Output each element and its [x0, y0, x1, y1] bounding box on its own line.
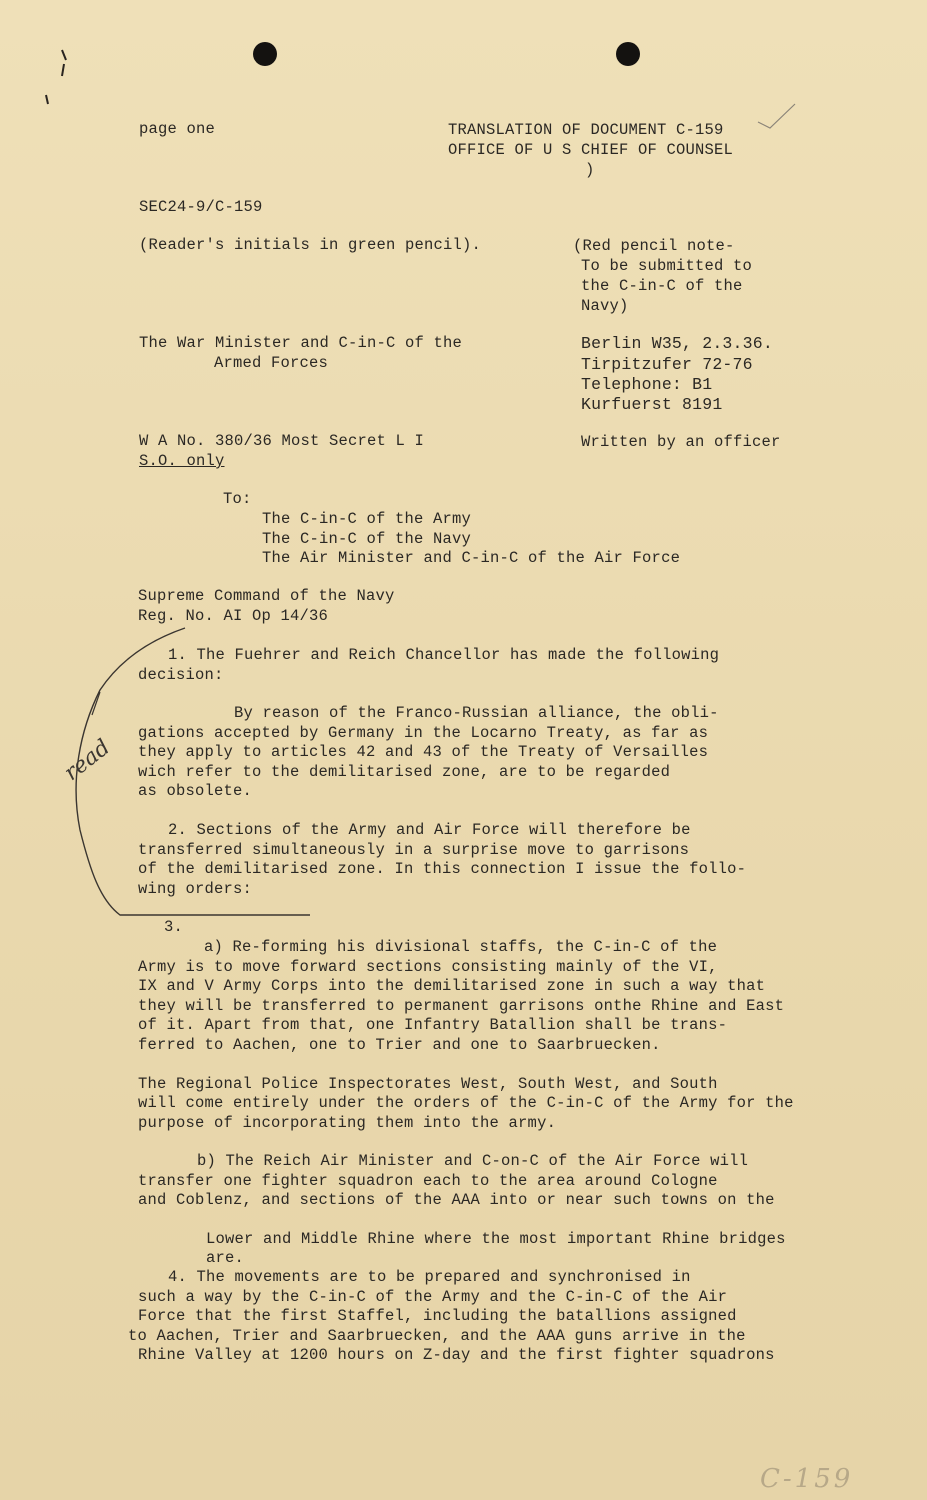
police-line2: will come entirely under the orders of the C-in-C of the Army for the	[138, 1094, 794, 1112]
recipient-1: The C-in-C of the Army	[262, 510, 472, 528]
registration-line2: Reg. No. AI Op 14/36	[138, 607, 329, 625]
margin-note: read	[59, 735, 116, 786]
address-line1: Berlin W35, 2.3.36.	[581, 334, 773, 353]
para4-line1: 4. The movements are to be prepared and synchronised in	[168, 1268, 691, 1286]
registration-line1: Supreme Command of the Navy	[138, 587, 395, 605]
red-pencil-note-2: To be submitted to	[581, 257, 753, 275]
address-line3: Telephone: B1	[581, 375, 713, 394]
doc-title-line2: OFFICE OF U S CHIEF OF COUNSEL	[448, 141, 734, 159]
para3-number: 3.	[164, 918, 184, 936]
decision-line1: By reason of the Franco-Russian alliance, the obli-	[234, 704, 719, 722]
red-pencil-note-3: the C-in-C of the	[581, 277, 743, 295]
para3b-cont-line1: Lower and Middle Rhine where the most important Rhine bridges	[206, 1230, 786, 1248]
para3b-line2: transfer one fighter squadron each to the area around Cologne	[138, 1172, 718, 1190]
para4-line5: Rhine Valley at 1200 hours on Z-day and the first fighter squadrons	[138, 1346, 775, 1364]
decision-line3: they apply to articles 42 and 43 of the Treaty of Versailles	[138, 743, 709, 761]
para3a-line2: Army is to move forward sections consisting mainly of the VI,	[138, 958, 718, 976]
para3b-line1: b) The Reich Air Minister and C-on-C of the Air Force will	[197, 1152, 749, 1170]
footer-mark: C-159	[760, 1464, 854, 1494]
para3a-line3: IX and V Army Corps into the demilitarised zone in such a way that	[138, 977, 766, 995]
address-line2: Tirpitzufer 72-76	[581, 355, 753, 374]
readers-note: (Reader's initials in green pencil).	[139, 236, 482, 254]
para4-line2: such a way by the C-in-C of the Army and the C-in-C of the Air	[138, 1288, 728, 1306]
para4-line3: Force that the first Staffel, including the batallions assigned	[138, 1307, 737, 1325]
recipient-3: The Air Minister and C-in-C of the Air Force	[262, 549, 681, 567]
para3a-line1: a) Re-forming his divisional staffs, the C-in-C of the	[204, 938, 718, 956]
para3b-line3: and Coblenz, and sections of the AAA into or near such towns on the	[138, 1191, 775, 1209]
red-pencil-note-1: (Red pencil note-	[573, 237, 735, 255]
para2-line4: wing orders:	[138, 880, 253, 898]
recipient-2: The C-in-C of the Navy	[262, 530, 472, 548]
para3a-line6: ferred to Aachen, one to Trier and one to Saarbruecken.	[138, 1036, 661, 1054]
para2-line3: of the demilitarised zone. In this connection I issue the follo-	[138, 860, 747, 878]
para3a-line5: of it. Apart from that, one Infantry Batallion shall be trans-	[138, 1016, 728, 1034]
para4-line4: to Aachen, Trier and Saarbruecken, and the AAA guns arrive in the	[128, 1327, 746, 1345]
police-line3: purpose of incorporating them into the army.	[138, 1114, 557, 1132]
para1-line2: decision:	[138, 666, 224, 684]
doc-title-line1: TRANSLATION OF DOCUMENT C-159	[448, 121, 724, 139]
para1-line1: 1. The Fuehrer and Reich Chancellor has made the following	[168, 646, 720, 664]
para3a-line4: they will be transferred to permanent garrisons onthe Rhine and East	[138, 997, 785, 1015]
written-by: Written by an officer	[581, 433, 781, 451]
reference-number: SEC24-9/C-159	[139, 198, 263, 216]
decision-line5: as obsolete.	[138, 782, 253, 800]
decision-line4: wich refer to the demilitarised zone, are to be regarded	[138, 763, 671, 781]
para3b-cont-line2: are.	[206, 1249, 245, 1267]
police-line1: The Regional Police Inspectorates West, South West, and South	[138, 1075, 718, 1093]
so-only: S.O. only	[139, 452, 225, 470]
doc-title-line3: )	[585, 161, 595, 179]
file-number: W A No. 380/36 Most Secret L I	[139, 432, 425, 450]
decision-line2: gations accepted by Germany in the Locarno Treaty, as far as	[138, 724, 709, 742]
address-line4: Kurfuerst 8191	[581, 395, 723, 414]
para2-line2: transferred simultaneously in a surprise move to garrisons	[138, 841, 690, 859]
sender-line2: Armed Forces	[214, 354, 329, 372]
sender-line1: The War Minister and C-in-C of the	[139, 334, 463, 352]
to-label: To:	[223, 490, 252, 508]
red-pencil-note-4: Navy)	[581, 297, 629, 315]
page-label: page one	[139, 120, 216, 138]
para2-line1: 2. Sections of the Army and Air Force will therefore be	[168, 821, 691, 839]
